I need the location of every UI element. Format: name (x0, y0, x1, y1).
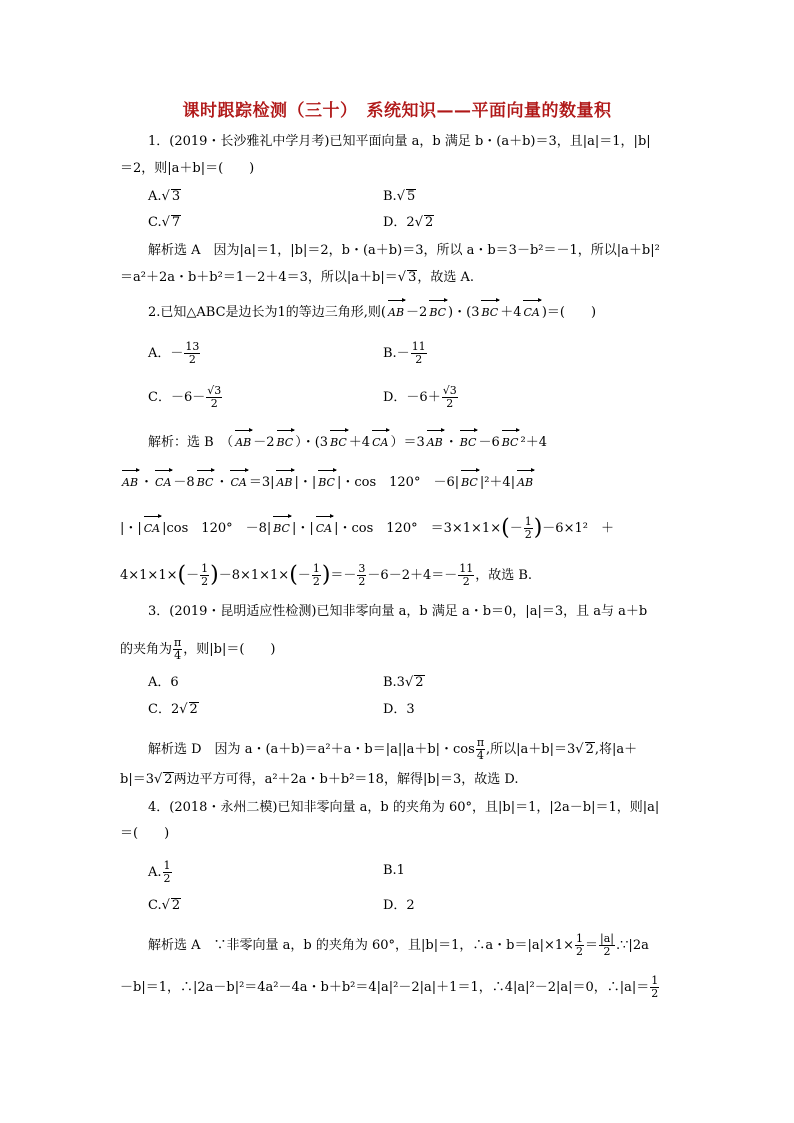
q4-solution-line1: 解析选 A ∵非零向量 a，b 的夹角为 60°，且|b|＝1，∴a・b＝|a|×1× $\frac{1}{2}$ ＝ $\frac{|a|}{2}$ .∵|2a (148, 932, 649, 958)
q4-option-c: C.√ 2 (148, 898, 181, 913)
q1-option-b: B.√ 5 (383, 189, 416, 204)
page-title: 课时跟踪检测（三十） 系统知识——平面向量的数量积 (182, 101, 612, 121)
q2-option-d: D．－6＋ $\frac{√3}{2}$ (383, 384, 457, 410)
q2-solution-line3: |・| CA |cos 120° －8| BC |・| CA |・cos 120° ＝3×1×1×(－ $\frac{1}{2}$ )－6×1² ＋ (120, 515, 614, 541)
q4-option-b: B.1 (383, 863, 405, 878)
q3-option-b: B.3√ 2 (383, 675, 424, 690)
q2-solution-line1: 解析：选 B （ AB －2 BC ）・(3 BC ＋4 CA ）＝3 AB ・ BC －6 BC ²＋4 (148, 435, 547, 450)
q1-solution-line2: ＝a²＋2a・b＋b²＝1－2＋4＝3，所以|a＋b|＝√ 3，故选 A. (120, 270, 474, 285)
q4-solution-line2: －b|＝1，∴|2a－b|²＝4a²－4a・b＋b²＝4|a|²－2|a|＋1＝1，∴4|a|²－2|a|＝0，∴|a|＝ $\frac{1}{2}$ (120, 974, 659, 1000)
q3-solution-line1: 解析选 D 因为 a・(a＋b)＝a²＋a・b＝|a||a＋b|・cos $\frac{\pi}{4}$ ,所以|a＋b|＝3√ 2,将|a＋ (148, 736, 638, 762)
q4-stem-line2: ＝( ) (120, 826, 170, 841)
q1-option-c: C.√ 7 (148, 215, 181, 230)
q3-option-c: C．2√ 2 (148, 702, 198, 717)
q2-solution-line2: AB ・ CA －8 BC ・ CA ＝3| AB |・| BC |・cos 120° －6| BC |²＋4| AB (122, 475, 534, 490)
q2-option-a: A．－ $\frac{13}{2}$ (148, 340, 200, 366)
q1-stem-line1: 1．(2019・长沙雅礼中学月考)已知平面向量 a，b 满足 b・(a＋b)＝3，且|a|＝1，|b| (148, 134, 651, 149)
q3-option-a: A．6 (148, 675, 179, 690)
q3-stem-line1: 3．(2019・昆明适应性检测)已知非零向量 a，b 满足 a・b＝0，|a|＝3，且 a与 a＋b (148, 604, 648, 619)
q4-stem-line1: 4．(2018・永州二模)已知非零向量 a，b 的夹角为 60°，且|b|＝1，|2a－b|＝1，则|a| (148, 800, 660, 815)
q1-option-d: D．2√ 2 (383, 215, 434, 230)
q1-solution-line1: 解析选 A 因为|a|＝1，|b|＝2，b・(a＋b)＝3，所以 a・b＝3－b²＝－1，所以|a＋b|² (148, 243, 660, 258)
q3-option-d: D．3 (383, 702, 415, 717)
q2-option-c: C．－6－ $\frac{√3}{2}$ (148, 384, 222, 410)
q3-stem-line2: 的夹角为 $\frac{\pi}{4}$ ，则|b|＝( ) (120, 636, 276, 662)
q2-option-b: B.－ $\frac{11}{2}$ (383, 340, 426, 366)
q3-solution-line2: b|＝3√ 2两边平方可得，a²＋2a・b＋b²＝18，解得|b|＝3，故选 D. (120, 772, 519, 787)
q2-stem: 2.已知△ABC是边长为1的等边三角形,则( AB －2 BC )・(3 BC ＋4 CA )＝( ) (148, 305, 597, 320)
q4-option-d: D．2 (383, 898, 415, 913)
q2-solution-line4: 4×1×1×(－ $\frac{1}{2}$ )－8×1×1×(－ $\frac{1}{2}$ )＝－ $\frac{3}{2}$ －6－2＋4＝－ $\frac{11}{2}$ ，故选 B. (120, 562, 533, 588)
q1-option-a: A.√ 3 (148, 189, 181, 204)
q1-stem-line2: ＝2，则|a＋b|＝( ) (120, 161, 255, 176)
q4-option-a: A. $\frac{1}{2}$ (148, 859, 171, 885)
